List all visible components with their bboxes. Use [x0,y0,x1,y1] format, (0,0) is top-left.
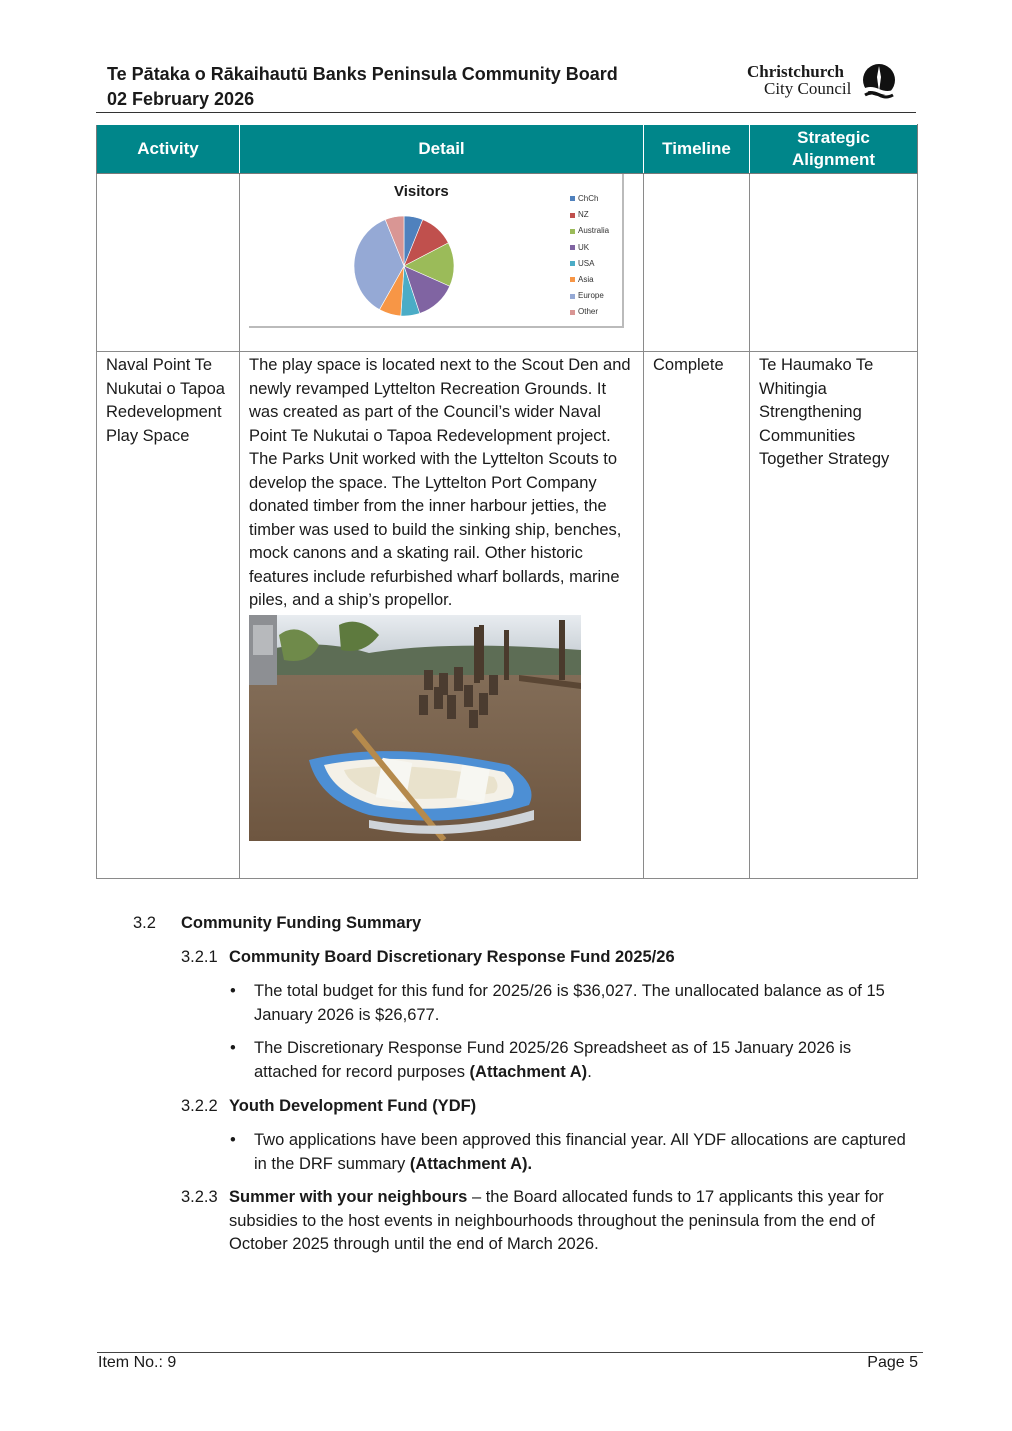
legend-swatch [570,245,575,250]
legend-swatch [570,310,575,315]
attachment-reference: (Attachment A). [409,1154,533,1173]
visitors-chart [249,174,624,328]
bullet-text: The Discretionary Response Fund 2025/26 Spreadsheet as of 15 January 2026 is attached for record purposes [254,1039,852,1081]
legend-item [570,223,609,239]
table-row [97,174,918,352]
legend-item [570,240,609,256]
section-body: – the Board allocated funds to 17 applicants this year for subsidies to the host events in neighbourhoods throughout the peninsula from the end of October 2025 through until the end of March 2026. [229,1188,884,1253]
table-row [97,352,918,879]
legend-swatch [570,229,575,234]
logo-line-1: Christchurch [747,62,844,81]
col-header-timeline: Timeline [644,125,750,174]
legend-swatch [570,196,575,201]
section-3-2-1-heading [181,946,675,970]
activity-cell [97,174,240,352]
header-rule [96,112,916,113]
legend-label: UK [578,242,590,252]
detail-cell [240,174,644,352]
cathedral-logo-icon [860,63,898,101]
attachment-reference: (Attachment A) [469,1062,588,1081]
section-number: 3.2.1 [181,948,218,966]
legend-label: USA [578,258,595,268]
section-3-2-1-bullets [230,980,910,1084]
legend-item [570,207,609,223]
legend-swatch [570,213,575,218]
meeting-date: 02 February 2026 [107,89,255,109]
chart-legend [570,191,609,321]
timeline-cell: Complete [644,352,750,879]
activity-cell: Naval Point Te Nukutai o Tapoa Redevelopment Play Space [97,352,240,879]
legend-item [570,256,609,272]
section-3-2-heading [133,912,422,936]
board-name: Te Pātaka o Rākaihautū Banks Peninsula Community Board [107,64,618,84]
legend-swatch [570,277,575,282]
legend-label: Other [578,307,599,317]
council-logo [747,63,897,101]
play-space-photo [249,615,581,841]
legend-label: Australia [578,226,610,236]
section-3-2-2-heading [181,1095,477,1119]
document-header [107,62,618,112]
section-title: Community Funding Summary [181,914,422,932]
detail-cell [240,352,644,879]
section-number: 3.2.2 [181,1097,218,1115]
legend-item [570,288,609,304]
legend-item [570,304,609,320]
bullet-end: . [587,1062,592,1081]
alignment-cell: Te Haumako Te Whitingia Strengthening Communities Together Strategy [750,352,918,879]
logo-line-2: City Council [764,79,852,98]
pie-chart [354,211,464,321]
footer-rule [97,1352,923,1353]
list-item [230,1037,910,1084]
legend-item [570,272,609,288]
detail-text: The play space is located next to the Scout Den and newly revamped Lyttelton Recreation Grounds. It was created as part of the Council’s wider Naval Point Te Nukutai o Tapoa Redevelopment project. The Parks Unit worked with the Lyttelton Scouts to develop the space. The Lyttelton Port Company donated timber from the inner harbour jetties, the timber was used to build the sinking ship, benches, mock canons and a skating rail. Other historic features include refurbished wharf bollards, marine piles, and a ship’s propellor. [249,356,631,609]
legend-label: Europe [578,291,604,301]
section-title: Community Board Discretionary Response Fund 2025/26 [229,948,675,966]
activity-table [96,124,918,879]
legend-swatch [570,294,575,299]
section-3-2-2-bullets [230,1129,910,1176]
section-title: Summer with your neighbours [229,1188,468,1206]
section-title: Youth Development Fund (YDF) [229,1097,477,1115]
section-number: 3.2 [133,914,156,932]
section-3-2-3-number: 3.2.3 [181,1188,218,1206]
page-number: Page 5 [867,1354,918,1371]
legend-item [570,191,609,207]
bullet-text: Two applications have been approved this financial year. All YDF allocations are captured in the DRF summary [254,1131,906,1173]
chart-title: Visitors [394,183,449,200]
list-item: • The total budget for this fund for 2025/26 is $36,027. The unallocated balance as of 15 January 2026 is $26,677. [230,980,910,1027]
legend-swatch [570,261,575,266]
col-header-strategic-alignment: Strategic Alignment [750,125,918,174]
legend-label: NZ [578,210,589,220]
alignment-cell [750,174,918,352]
col-header-detail: Detail [240,125,644,174]
legend-label: Asia [578,275,594,285]
legend-label: ChCh [578,194,599,203]
timeline-cell [644,174,750,352]
list-item [230,1129,910,1176]
section-3-2-3-text [229,1186,909,1257]
col-header-activity: Activity [97,125,240,174]
table-header-row [97,125,918,174]
item-number: Item No.: 9 [98,1354,177,1371]
